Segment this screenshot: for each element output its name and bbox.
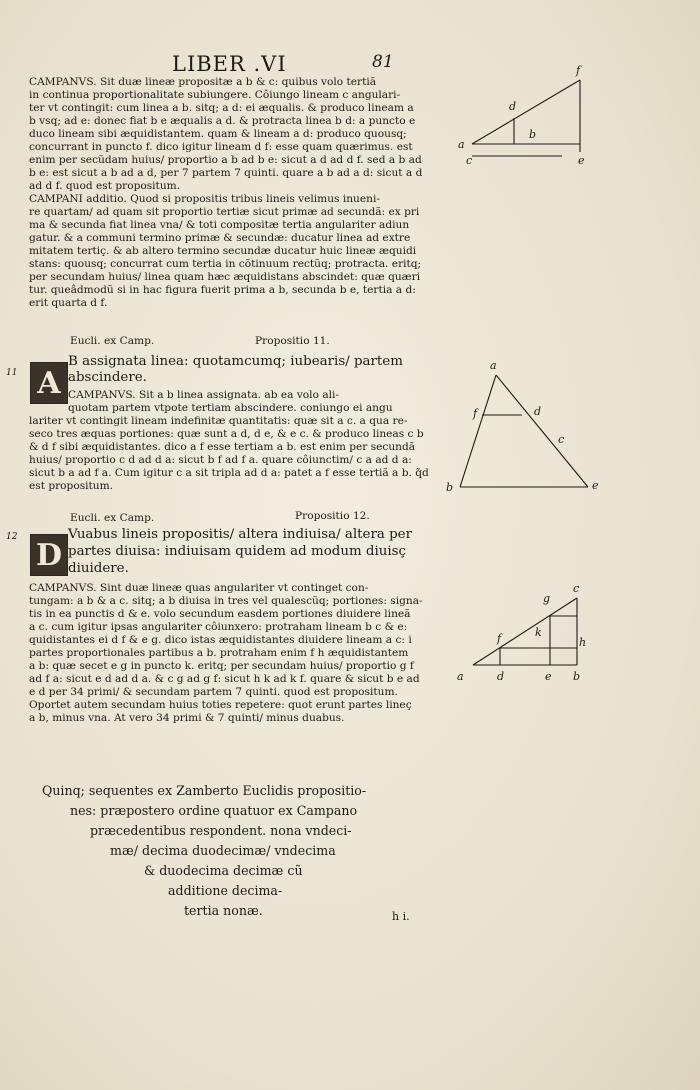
proposition-heading: abscindere. bbox=[68, 370, 147, 385]
fig1-label: c bbox=[466, 154, 473, 167]
text-line: gatur. & a communi termino primæ & secundæ: ducatur linea ad extre bbox=[29, 232, 411, 244]
text-line: ter vt contingit: cum linea a b. sitq; a d: ei æqualis. & produco lineam a bbox=[29, 102, 414, 114]
text-line: & d f sibi æquidistantes. dico a f esse tertiam a b. est enim per secundã bbox=[29, 441, 416, 453]
figure-3-diagram bbox=[455, 580, 615, 690]
text-line: partes proportionales partibus a b. protraham enim f h æquidistantem bbox=[29, 647, 409, 659]
text-line: duco lineam sibi æquidistantem. quam & lineam a d: produco quousq; bbox=[29, 128, 407, 140]
proposition-heading: partes diuisa: indiuisam quidem ad modum diuisç bbox=[68, 544, 407, 559]
text-line: a b, minus vna. At vero 34 primi & 7 quinti/ minus duabus. bbox=[29, 712, 345, 724]
text-line: CAMPANI additio. Quod si propositis tribus lineis velimus inueni- bbox=[29, 193, 380, 205]
fig1-label: e bbox=[578, 154, 585, 167]
proposition-heading: diuidere. bbox=[68, 561, 129, 576]
figure-2-diagram bbox=[440, 355, 610, 495]
signature-mark: h i. bbox=[392, 910, 410, 923]
figure-1-diagram bbox=[452, 60, 592, 170]
fig3-label: g bbox=[543, 592, 551, 605]
text-line: CAMPANVS. Sit a b linea assignata. ab ea volo ali- bbox=[68, 389, 339, 401]
closing-line: nes: præpostero ordine quatuor ex Campano bbox=[70, 803, 358, 818]
source-label: Eucli. ex Camp. bbox=[70, 512, 155, 524]
text-line: CAMPANVS. Sint duæ lineæ quas angulariter vt continget con- bbox=[29, 582, 369, 594]
folio-number: 81 bbox=[372, 52, 394, 72]
text-line: stans: quousq; concurrat cum tertia in cõtinuum rectũq; protracta. eritq; bbox=[29, 258, 422, 270]
closing-line: additione decima- bbox=[168, 883, 283, 898]
text-line: est propositum. bbox=[29, 480, 114, 492]
closing-line: Quinq; sequentes ex Zamberto Euclidis propositio- bbox=[42, 783, 367, 798]
running-title: LIBER .VI bbox=[172, 52, 287, 76]
text-line: quidistantes ei d f & e g. dico istas æquidistantes diuidere lineam a c: i bbox=[29, 634, 412, 646]
fig3-label: h bbox=[579, 636, 587, 649]
fig2-left-side bbox=[460, 375, 496, 487]
fig1-hypotenuse bbox=[472, 80, 580, 144]
fig3-diagonal bbox=[473, 598, 577, 665]
text-line: ma & secunda fiat linea vna/ & toti compositæ tertia angulariter adiun bbox=[29, 219, 410, 231]
text-line: erit quarta d f. bbox=[29, 297, 108, 309]
fig3-label: b bbox=[573, 670, 581, 683]
text-line: concurrant in puncto f. dico igitur lineam d f: esse quam quærimus. est bbox=[29, 141, 413, 153]
fig3-label: f bbox=[497, 632, 502, 645]
text-line: sicut b a ad f a. Cum igitur c a sit tripla ad d a: patet a f esse tertiã a b. q̃d bbox=[29, 467, 429, 479]
fig1-label: d bbox=[509, 100, 517, 113]
text-line: mitatem tertiç. & ab altero termino secundæ ducatur huic lineæ æquidi bbox=[29, 245, 417, 257]
text-line: tis in ea punctis d & e. volo secundum easdem portiones diuidere lineã bbox=[29, 608, 411, 620]
fig1-label: f bbox=[576, 64, 581, 77]
closing-line: præcedentibus respondent. nona vndeci- bbox=[90, 823, 352, 838]
text-line: lariter vt contingit lineam indefinitæ quantitatis: quæ sit a c. a qua re- bbox=[29, 415, 408, 427]
closing-line: tertia nonæ. bbox=[184, 903, 263, 918]
fig2-label: d bbox=[534, 405, 542, 418]
fig2-right-side bbox=[496, 375, 588, 487]
fig1-label: b bbox=[529, 128, 537, 141]
text-line: Oportet autem secundam huius toties repetere: quot erunt partes lineç bbox=[29, 699, 412, 711]
fig2-label: f bbox=[473, 407, 478, 420]
closing-line: & duodecima decimæ cũ bbox=[144, 863, 303, 878]
closing-line: mæ/ decima duodecimæ/ vndecima bbox=[110, 843, 336, 858]
fig3-label: k bbox=[535, 626, 542, 639]
margin-number: 12 bbox=[6, 532, 18, 542]
decorated-initial: A bbox=[30, 362, 68, 404]
fig3-label: c bbox=[573, 582, 580, 595]
text-line: e d per 34 primi/ & secundam partem 7 quinti. quod est propositum. bbox=[29, 686, 398, 698]
margin-number: 11 bbox=[6, 368, 18, 378]
text-line: tungam: a b & a c. sitq; a b diuisa in tres vel qualescũq; portiones: signa- bbox=[29, 595, 423, 607]
proposition-number: Propositio 12. bbox=[295, 510, 370, 522]
fig3-label: a bbox=[457, 670, 464, 683]
text-line: huius/ proportio c d ad d a: sicut b f ad f a. quare côiunctim/ c a ad d a: bbox=[29, 454, 412, 466]
fig3-label: d bbox=[497, 670, 505, 683]
decorated-initial: D bbox=[30, 534, 68, 576]
text-line: a b: quæ secet e g in puncto k. eritq; per secundam huius/ proportio g f bbox=[29, 660, 414, 672]
fig2-label: a bbox=[490, 359, 497, 372]
text-line: quotam partem vtpote tertiam abscindere. coniungo ei angu bbox=[68, 402, 393, 414]
fig2-label: c bbox=[558, 433, 565, 446]
proposition-heading: Vuabus lineis propositis/ altera indiuisa/ altera per bbox=[68, 527, 413, 542]
text-line: ad f a: sicut e d ad d a. & c g ad g f: sicut h k ad k f. quare & sicut b e ad bbox=[29, 673, 420, 685]
text-line: enim per secũdam huius/ proportio a b ad b e: sicut a d ad d f. sed a b ad bbox=[29, 154, 422, 166]
text-line: b e: est sicut a b ad a d, per 7 partem 7 quinti. quare a b ad a d: sicut a d bbox=[29, 167, 423, 179]
text-line: ad d f. quod est propositum. bbox=[29, 180, 181, 192]
fig2-label: b bbox=[446, 481, 454, 494]
text-line: re quartam/ ad quam sit proportio tertiæ sicut primæ ad secundã: ex pri bbox=[29, 206, 420, 218]
fig1-label: a bbox=[458, 138, 465, 151]
fig2-label: e bbox=[592, 479, 599, 492]
text-line: in continua proportionalitate subiungere. Côiungo lineam c angulari- bbox=[29, 89, 401, 101]
text-line: CAMPANVS. Sit duæ lineæ propositæ a b & c: quibus volo tertiã bbox=[29, 76, 377, 88]
text-line: seco tres æquas portiones: quæ sunt a d, d e, & e c. & produco lineas c b bbox=[29, 428, 424, 440]
fig3-label: e bbox=[545, 670, 552, 683]
text-line: b vsq; ad e: donec fiat b e æqualis a d. & protracta linea b d: a puncto e bbox=[29, 115, 416, 127]
text-line: per secundam huius/ linea quam hæc æquidistans abscindet: quæ quæri bbox=[29, 271, 421, 283]
source-label: Eucli. ex Camp. bbox=[70, 335, 155, 347]
proposition-number: Propositio 11. bbox=[255, 335, 330, 347]
text-line: tur. queâdmodũ si in hac figura fuerit prima a b, secunda b e, tertia a d: bbox=[29, 284, 416, 296]
text-line: a c. cum igitur ipsas angulariter côiunxero: protraham lineam b c & e: bbox=[29, 621, 408, 633]
proposition-heading: B assignata linea: quotamcumq; iubearis/ partem bbox=[68, 354, 403, 369]
